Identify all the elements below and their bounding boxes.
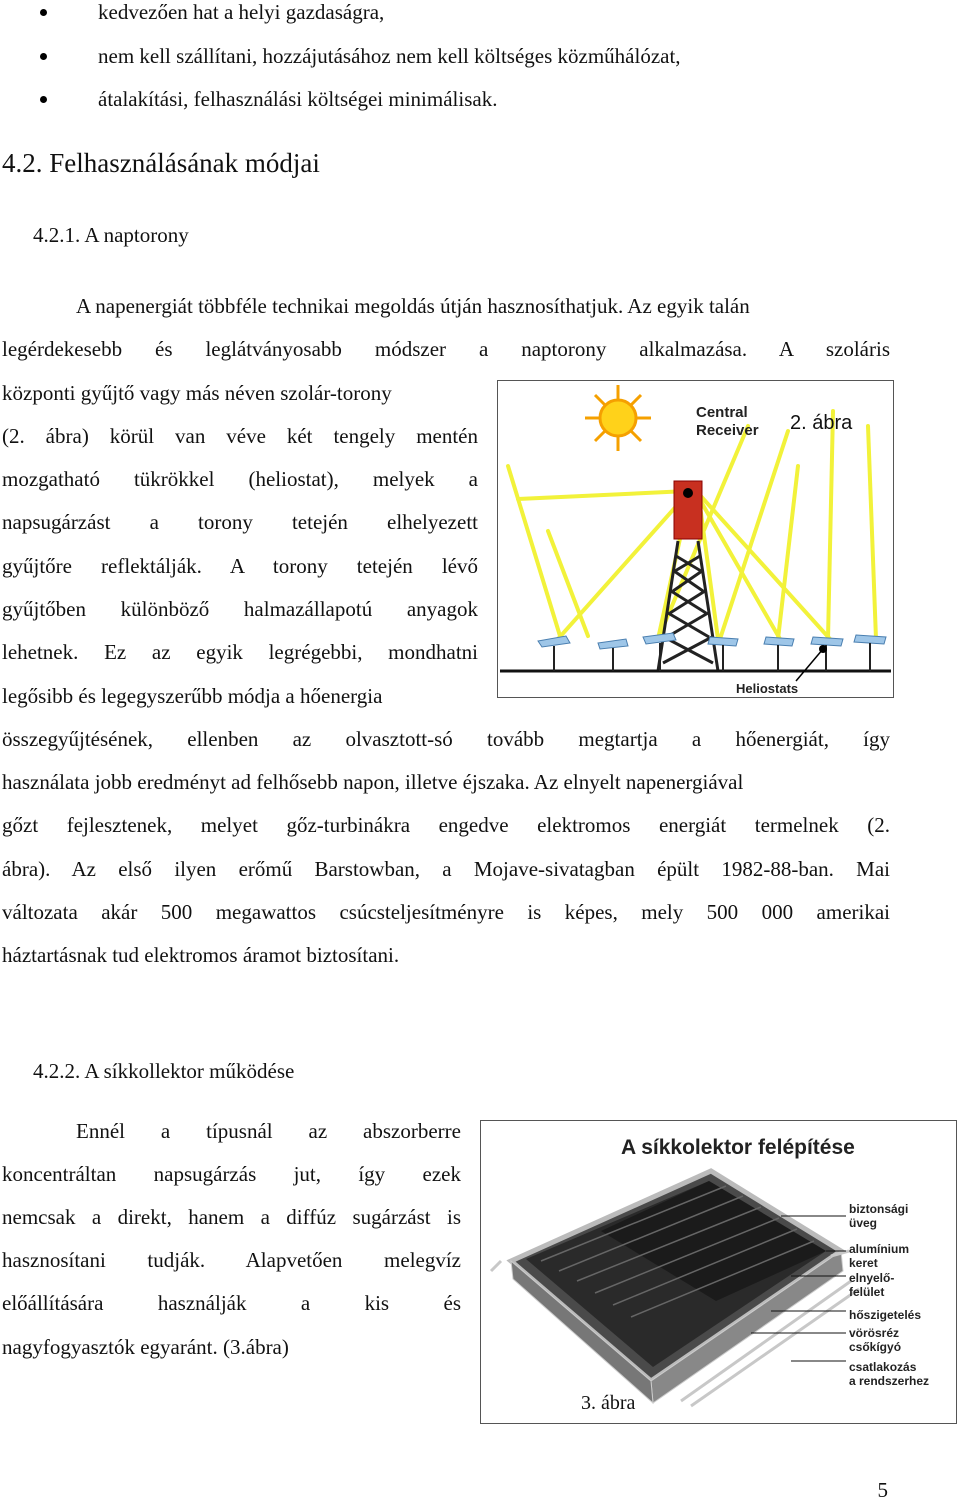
label-frame-1: alumínium	[849, 1242, 910, 1256]
component-labels	[849, 1202, 929, 1388]
text-line: ábra). Az első ilyen erőmű Barstowban, a Mojave-sivatagban épült 1982-88-ban. Mai	[2, 857, 890, 881]
sun-icon	[585, 385, 651, 451]
text-line: hasznosítani tudják. Alapvetően melegvíz	[2, 1248, 461, 1272]
receiver-label-2: Receiver	[696, 422, 759, 439]
bullet-item: átalakítási, felhasználási költségei minimálisak.	[98, 87, 498, 111]
label-absorber-2: felület	[849, 1285, 885, 1299]
text-line: gőzt fejlesztenek, melyet gőz-turbinákra engedve elektromos energiát termelnek (2.	[2, 813, 890, 837]
figure-solar-tower	[497, 380, 894, 698]
text-line: (2. ábra) körül van véve két tengely mentén	[2, 424, 478, 448]
heliostats-label: Heliostats	[736, 681, 799, 696]
text-line: háztartásnak tud elektromos áramot biztosítani.	[2, 943, 400, 967]
figure-caption: 2. ábra	[790, 412, 853, 434]
label-copper-2: csőkígyó	[849, 1340, 902, 1354]
bullet-dot	[40, 53, 47, 60]
page-number: 5	[877, 1478, 888, 1502]
text-line: előállítására használják a kis és	[2, 1291, 461, 1315]
solar-tower-diagram	[498, 381, 893, 697]
label-frame-2: keret	[849, 1256, 878, 1270]
text-line: gyűjtőre reflektálják. A torony tetején lévő	[2, 554, 478, 578]
label-connection-1: csatlakozás	[849, 1360, 917, 1374]
bullet-dot	[40, 96, 47, 103]
label-copper-1: vörösréz	[849, 1326, 900, 1340]
text-line: központi gyűjtő vagy más néven szolár-torony	[2, 381, 392, 405]
text-line: legérdekesebb és leglátványosabb módszer a naptorony alkalmazása. A szoláris	[2, 337, 890, 361]
subsection-title: 4.2.1. A naptorony	[33, 223, 189, 247]
text-line: mozgatható tükrökkel (heliostat), melyek a	[2, 467, 478, 491]
receiver-label-1: Central	[696, 404, 748, 421]
subsection-title: 4.2.2. A síkkollektor működése	[33, 1059, 295, 1083]
text-line: lehetnek. Ez az egyik legrégebbi, mondhatni	[2, 640, 478, 664]
bullet-dot	[40, 9, 47, 16]
text-line: napsugárzást a torony tetején elhelyezett	[2, 510, 478, 534]
bullet-item: nem kell szállítani, hozzájutásához nem kell költséges közműhálózat,	[98, 44, 681, 68]
text-line: nemcsak a direkt, hanem a diffúz sugárzást is	[2, 1205, 461, 1229]
figure-flat-collector	[480, 1120, 957, 1424]
text-line: koncentráltan napsugárzás jut, így ezek	[2, 1162, 461, 1186]
text-line: nagyfogyasztók egyaránt. (3.ábra)	[2, 1335, 289, 1359]
text-line: A napenergiát többféle technikai megoldás útján hasznosíthatjuk. Az egyik talán	[76, 294, 750, 318]
text-line: Ennél a típusnál az abszorberre	[76, 1119, 461, 1143]
label-connection-2: a rendszerhez	[849, 1374, 930, 1388]
bullet-item: kedvezően hat a helyi gazdaságra,	[98, 0, 385, 24]
section-title: 4.2. Felhasználásának módjai	[2, 148, 320, 178]
figure-title: A síkkolektor felépítése	[621, 1136, 855, 1159]
text-line: gyűjtőben különböző halmazállapotú anyagok	[2, 597, 478, 621]
label-absorber-1: elnyelő-	[849, 1271, 895, 1285]
label-glass-1: biztonsági	[849, 1202, 909, 1216]
text-line: használata jobb eredményt ad felhősebb napon, illetve éjszaka. Az elnyelt napenergiával	[2, 770, 744, 794]
text-line: legősibb és legegyszerűbb módja a hőenergia	[2, 684, 383, 708]
figure-caption: 3. ábra	[581, 1392, 636, 1414]
flat-collector-diagram	[481, 1121, 956, 1423]
label-insulation: hőszigetelés	[849, 1308, 922, 1322]
text-line: összegyűjtésének, ellenben az olvasztott-só tovább megtartja a hőenergiát, így	[2, 727, 890, 751]
text-line: változata akár 500 megawattos csúcsteljesítményre is képes, mely 500 000 amerikai	[2, 900, 890, 924]
label-glass-2: üveg	[849, 1216, 878, 1230]
